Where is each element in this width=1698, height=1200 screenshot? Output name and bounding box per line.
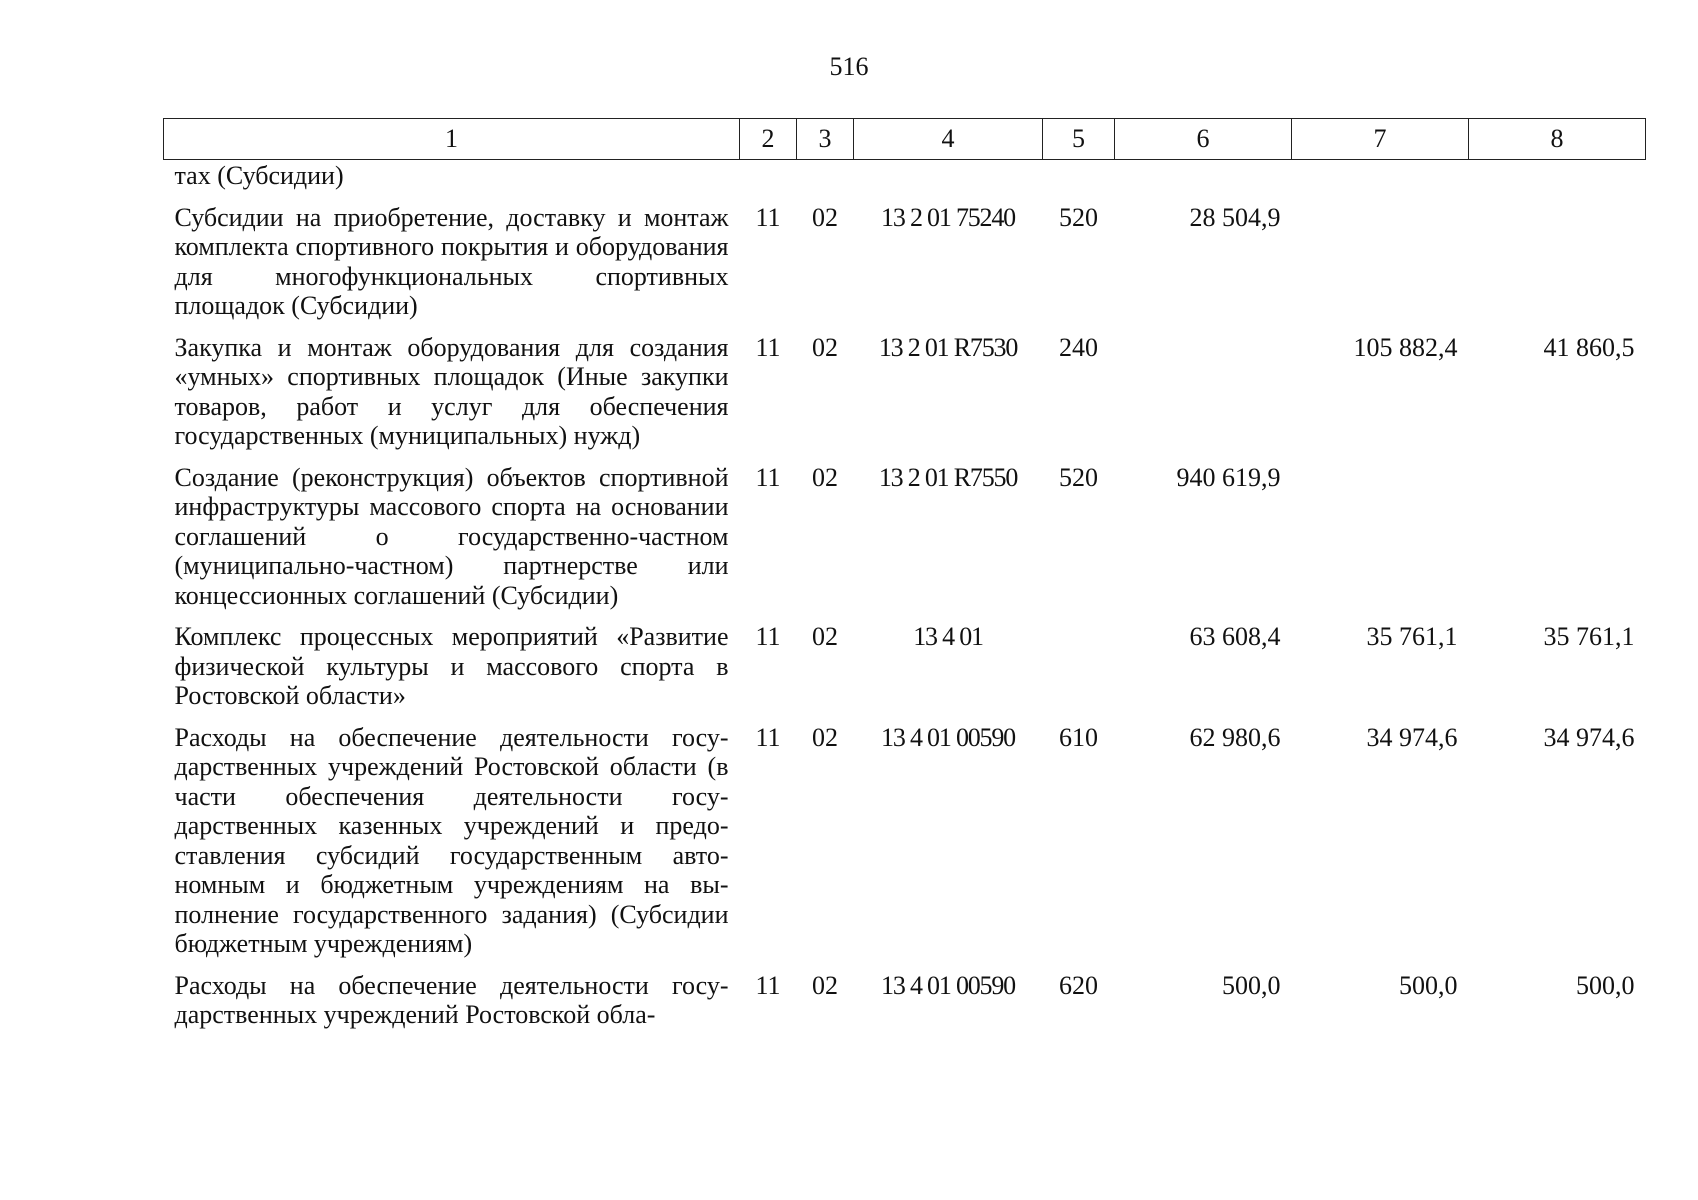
table-row xyxy=(164,191,1646,321)
row-amount-col8: 500,0 xyxy=(1576,970,1635,1000)
row-expense-type: 240 xyxy=(1059,332,1098,362)
row-subsection: 02 xyxy=(812,622,838,651)
row-subsection: 02 xyxy=(812,202,838,232)
row-expense-type: 520 xyxy=(1059,202,1098,232)
row-amount-col6: 63 608,4 xyxy=(1189,622,1281,651)
row-amount-col6: 62 980,6 xyxy=(1189,722,1281,752)
row-section: 11 xyxy=(755,722,781,752)
table-row xyxy=(164,610,1646,711)
row-target-article: 13 2 01 R7550 xyxy=(878,462,1018,492)
row-expense-type: 620 xyxy=(1059,970,1098,1000)
column-header-4: 4 xyxy=(854,119,1043,160)
row-amount-col6: 940 619,9 xyxy=(1176,462,1281,492)
row-expense-type xyxy=(1043,610,1115,711)
row-amount-col8: 35 761,1 xyxy=(1543,622,1635,651)
table-row xyxy=(164,451,1646,611)
row-description: Расходы на обеспечение деятельности государственных учреждений Ростовской области (в части обеспечения деятельности государственных казенных учреждений и предоставления субсидий государственным автономным и бюджетным учреждениям на выполнение государственного задания) (Субсидии бюджетным учреждениям) xyxy=(174,722,729,958)
table-row xyxy=(164,321,1646,451)
column-header-7: 7 xyxy=(1292,119,1469,160)
continuation-text: тах (Субсидии) xyxy=(174,161,344,190)
column-header-1: 1 xyxy=(164,119,740,160)
row-subsection: 02 xyxy=(812,970,838,1000)
row-section: 11 xyxy=(755,462,781,492)
row-section: 11 xyxy=(755,970,781,1000)
column-header-2: 2 xyxy=(740,119,797,160)
row-amount-col6: 500,0 xyxy=(1222,970,1281,1000)
column-header-3: 3 xyxy=(797,119,854,160)
table-header-row xyxy=(164,119,1646,160)
table-row xyxy=(164,959,1646,1030)
row-description: Комплекс процессных мероприятий «Развитие физической культуры и массового спорта в Ростовской области» xyxy=(174,622,729,710)
row-amount-col8 xyxy=(1469,451,1646,611)
row-target-article: 13 2 01 75240 xyxy=(881,202,1015,232)
column-header-6: 6 xyxy=(1115,119,1292,160)
row-target-article: 13 4 01 00590 xyxy=(881,970,1015,1000)
row-amount-col7 xyxy=(1292,451,1469,611)
row-target-article: 13 2 01 R7530 xyxy=(878,332,1018,362)
row-amount-col7 xyxy=(1292,191,1469,321)
row-target-article: 13 4 01 00590 xyxy=(881,722,1015,752)
row-amount-col7: 35 761,1 xyxy=(1366,622,1458,651)
row-amount-col6 xyxy=(1115,321,1292,451)
budget-table xyxy=(163,118,1646,1030)
column-header-8: 8 xyxy=(1469,119,1646,160)
continuation-row xyxy=(164,160,1646,191)
table-row xyxy=(164,711,1646,959)
row-description: Создание (реконструкция) объектов спортивной инфраструктуры массового спорта на основании соглашений о государственно-частном (муниципально-частном) партнерстве или концессионных соглашений (Субсидии) xyxy=(174,462,729,610)
row-subsection: 02 xyxy=(812,722,838,752)
row-amount-col8 xyxy=(1469,191,1646,321)
row-amount-col7: 105 882,4 xyxy=(1353,332,1458,362)
row-amount-col8: 34 974,6 xyxy=(1543,722,1635,752)
row-expense-type: 610 xyxy=(1059,722,1098,752)
row-description: Расходы на обеспечение деятельности государственных учреждений Ростовской обла- xyxy=(174,970,729,1029)
row-subsection: 02 xyxy=(812,462,838,492)
row-description: Субсидии на приобретение, доставку и монтаж комплекта спортивного покрытия и оборудования для многофункциональных спортивных площадок (Субсидии) xyxy=(174,202,729,320)
row-subsection: 02 xyxy=(812,332,838,362)
row-section: 11 xyxy=(755,332,781,362)
row-expense-type: 520 xyxy=(1059,462,1098,492)
row-section: 11 xyxy=(755,622,781,651)
row-section: 11 xyxy=(755,202,781,232)
row-amount-col6: 28 504,9 xyxy=(1189,202,1281,232)
column-header-5: 5 xyxy=(1043,119,1115,160)
row-amount-col7: 34 974,6 xyxy=(1366,722,1458,752)
row-amount-col8: 41 860,5 xyxy=(1543,332,1635,362)
row-description: Закупка и монтаж оборудования для создания «умных» спортивных площадок (Иные закупки товаров, работ и услуг для обеспечения государственных (муниципальных) нужд) xyxy=(174,332,729,450)
row-amount-col7: 500,0 xyxy=(1399,970,1458,1000)
page-number: 516 xyxy=(829,52,869,81)
row-target-article: 13 4 01 xyxy=(913,622,983,651)
